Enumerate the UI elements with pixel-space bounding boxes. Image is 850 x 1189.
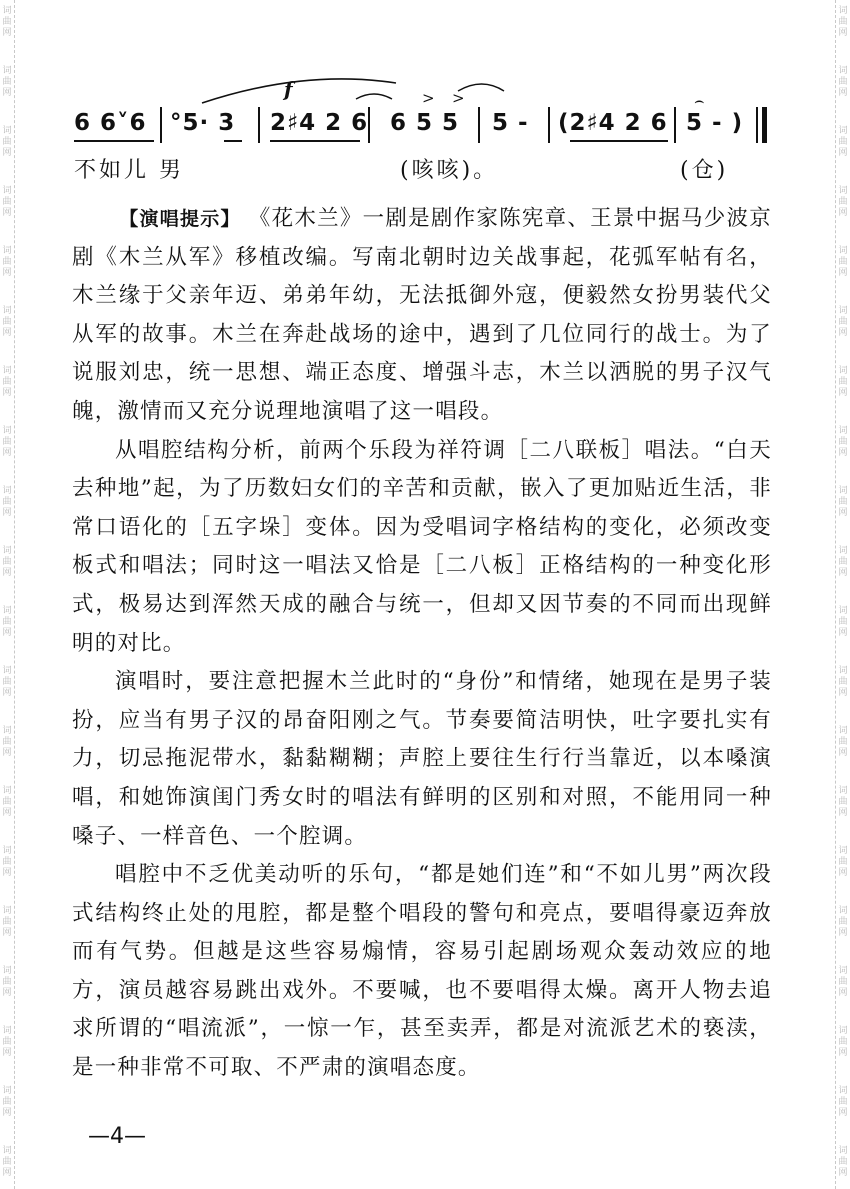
watermark-glyph: 曲 (2, 257, 12, 267)
watermark-glyph-group (836, 546, 850, 579)
watermark-glyph: 网 (838, 448, 848, 458)
watermark-glyph-group (836, 1026, 850, 1059)
watermark-glyph-group (0, 126, 14, 159)
watermark-glyph: 网 (2, 208, 12, 218)
watermark-glyph: 曲 (2, 977, 12, 987)
watermark-glyph: 曲 (838, 1037, 848, 1047)
watermark-glyph: 词 (838, 846, 848, 856)
measure-7: 5 - ) (686, 110, 744, 136)
final-barline (756, 107, 758, 143)
accent-mark-2: > (452, 89, 465, 107)
watermark-glyph: 网 (838, 868, 848, 878)
watermark-glyph: 网 (2, 328, 12, 338)
watermark-glyph: 网 (2, 448, 12, 458)
watermark-glyph: 网 (2, 268, 12, 278)
measure-1: 6 6˅6 (74, 110, 147, 136)
watermark-glyph: 曲 (2, 857, 12, 867)
watermark-glyph: 词 (838, 366, 848, 376)
watermark-glyph-group (0, 366, 14, 399)
watermark-glyph-group (836, 906, 850, 939)
watermark-glyph-group (836, 6, 850, 39)
watermark-glyph-group (0, 906, 14, 939)
watermark-glyph: 词 (838, 426, 848, 436)
watermark-glyph: 网 (838, 1108, 848, 1118)
watermark-glyph-group (0, 666, 14, 699)
watermark-glyph: 词 (2, 606, 12, 616)
watermark-glyph: 网 (838, 208, 848, 218)
watermark-glyph: 网 (838, 268, 848, 278)
watermark-glyph: 词 (838, 126, 848, 136)
watermark-glyph-group (836, 486, 850, 519)
watermark-glyph-group (0, 606, 14, 639)
watermark-glyph: 词 (838, 66, 848, 76)
dynamic-mark: f (284, 77, 293, 101)
watermark-glyph: 词 (2, 306, 12, 316)
watermark-glyph: 网 (838, 1168, 848, 1178)
watermark-glyph: 网 (838, 688, 848, 698)
watermark-glyph: 网 (2, 148, 12, 158)
watermark-glyph: 曲 (838, 1157, 848, 1167)
watermark-glyph-group (0, 66, 14, 99)
note-underline (74, 140, 154, 142)
watermark-glyph: 词 (838, 1146, 848, 1156)
watermark-glyph: 曲 (2, 617, 12, 627)
watermark-glyph-group (0, 306, 14, 339)
watermark-glyph: 词 (838, 1086, 848, 1096)
watermark-glyph: 网 (2, 1168, 12, 1178)
barline (478, 107, 480, 143)
watermark-glyph-group (0, 1146, 14, 1179)
watermark-glyph: 网 (2, 808, 12, 818)
watermark-glyph: 词 (2, 1146, 12, 1156)
section-tag: 【演唱提示】 (119, 208, 241, 230)
watermark-glyph: 网 (838, 568, 848, 578)
watermark-glyph: 曲 (2, 197, 12, 207)
watermark-glyph-group (836, 426, 850, 459)
watermark-glyph-group (836, 246, 850, 279)
paragraph-2: 从唱腔结构分析，前两个乐段为祥符调［二八联板］唱法。“白天去种地”起，为了历数妇女们的辛苦和贡献，嵌入了更加贴近生活，非常口语化的［五字垛］变体。因为受唱词字格结构的变化，必须改变板式和唱法；同时这一唱法又恰是［二八板］正格结构的一种变化形式，极易达到浑然天成的融合与统一，但却又因节奏的不同而出现鲜明的对比。 (72, 437, 772, 656)
watermark-glyph-group (0, 1026, 14, 1059)
watermark-glyph: 网 (838, 748, 848, 758)
final-barline-thick (762, 107, 767, 143)
fermata-mark: ⌢ (694, 91, 705, 110)
watermark-glyph: 曲 (838, 917, 848, 927)
page-number: —4— (88, 1124, 146, 1149)
watermark-glyph: 网 (2, 28, 12, 38)
watermark-glyph: 词 (2, 66, 12, 76)
watermark-glyph: 词 (2, 966, 12, 976)
watermark-glyph-group (0, 546, 14, 579)
lyrics-line-3: (仓) (680, 158, 729, 183)
watermark-glyph: 曲 (838, 137, 848, 147)
watermark-glyph: 网 (838, 508, 848, 518)
watermark-glyph: 词 (2, 1086, 12, 1096)
watermark-glyph: 曲 (2, 677, 12, 687)
watermark-glyph-group (0, 846, 14, 879)
paragraph-3: 演唱时，要注意把握木兰此时的“身份”和情绪，她现在是男子装扮，应当有男子汉的昂奋阳刚之气。节奏要简洁明快，吐字要扎实有力，切忌拖泥带水，黏黏糊糊；声腔上要往生行行当靠近，以本嗓演唱，和她饰演闺门秀女时的唱法有鲜明的区别和对照，不能用同一种嗓子、一样音色、一个腔调。 (72, 669, 772, 849)
watermark-glyph: 词 (838, 726, 848, 736)
watermark-glyph: 词 (838, 966, 848, 976)
watermark-glyph: 网 (838, 388, 848, 398)
watermark-glyph-group (836, 1146, 850, 1179)
slur-2 (356, 94, 392, 99)
jianpu-score (74, 75, 794, 185)
watermark-glyph: 曲 (2, 1157, 12, 1167)
watermark-glyph: 曲 (2, 137, 12, 147)
watermark-glyph: 曲 (2, 17, 12, 27)
watermark-glyph: 词 (2, 426, 12, 436)
watermark-glyph: 曲 (2, 77, 12, 87)
watermark-glyph: 曲 (2, 437, 12, 447)
watermark-glyph: 网 (2, 868, 12, 878)
watermark-glyph: 词 (2, 486, 12, 496)
watermark-glyph-group (836, 366, 850, 399)
watermark-glyph-group (836, 186, 850, 219)
watermark-glyph: 网 (2, 748, 12, 758)
watermark-glyph: 网 (2, 388, 12, 398)
slur-3 (458, 84, 504, 91)
paragraph-4: 唱腔中不乏优美动听的乐句，“都是她们连”和“不如儿男”两次段式结构终止处的甩腔，都是整个唱段的警句和亮点，要唱得豪迈奔放而有气势。但越是这些容易煽情，容易引起剧场观众轰动效应的地方，演员越容易跳出戏外。不要喊，也不要唱得太燥。离开人物去追求所谓的“唱流派”，一惊一乍，甚至卖弄，都是对流派艺术的亵渎，是一种非常不可取、不严肃的演唱态度。 (72, 862, 772, 1081)
watermark-glyph: 词 (838, 186, 848, 196)
long-slur (202, 79, 396, 103)
left-watermark-strip (0, 0, 15, 1189)
watermark-glyph: 曲 (838, 857, 848, 867)
measure-6: (2♯4 2 6 (558, 110, 668, 136)
watermark-glyph: 词 (838, 906, 848, 916)
watermark-glyph: 曲 (838, 377, 848, 387)
watermark-glyph: 曲 (2, 317, 12, 327)
watermark-glyph: 网 (2, 688, 12, 698)
watermark-glyph: 网 (838, 88, 848, 98)
watermark-glyph: 曲 (838, 497, 848, 507)
watermark-glyph: 网 (2, 928, 12, 938)
watermark-glyph: 网 (2, 628, 12, 638)
watermark-glyph: 词 (2, 6, 12, 16)
watermark-glyph: 词 (2, 366, 12, 376)
watermark-glyph-group (0, 186, 14, 219)
watermark-glyph: 曲 (838, 617, 848, 627)
watermark-glyph: 网 (2, 568, 12, 578)
note-underline (224, 140, 242, 142)
watermark-glyph: 曲 (2, 917, 12, 927)
watermark-glyph: 网 (2, 1048, 12, 1058)
watermark-glyph: 词 (2, 786, 12, 796)
watermark-glyph: 曲 (2, 1037, 12, 1047)
barline (258, 107, 260, 143)
accent-mark-1: > (422, 89, 435, 107)
watermark-glyph: 词 (838, 246, 848, 256)
watermark-glyph-group (836, 786, 850, 819)
watermark-glyph-group (836, 66, 850, 99)
lyrics-line-2: (咳咳)。 (400, 158, 499, 183)
watermark-glyph: 网 (838, 1048, 848, 1058)
watermark-glyph: 网 (838, 928, 848, 938)
watermark-glyph: 词 (2, 126, 12, 136)
watermark-glyph: 网 (838, 628, 848, 638)
watermark-glyph: 词 (2, 726, 12, 736)
watermark-glyph-group (0, 6, 14, 39)
barline (674, 107, 676, 143)
barline (160, 107, 162, 143)
watermark-glyph: 词 (838, 546, 848, 556)
watermark-glyph-group (0, 1086, 14, 1119)
watermark-glyph: 曲 (838, 677, 848, 687)
watermark-glyph-group (0, 966, 14, 999)
watermark-glyph: 曲 (2, 797, 12, 807)
measure-3: 2♯4 2 6 (270, 110, 369, 136)
paragraph-1 (72, 200, 772, 432)
watermark-glyph: 网 (2, 1108, 12, 1118)
right-watermark-strip (835, 0, 850, 1189)
watermark-glyph: 词 (2, 906, 12, 916)
watermark-glyph: 词 (2, 186, 12, 196)
watermark-glyph-group (0, 726, 14, 759)
watermark-glyph: 网 (838, 808, 848, 818)
watermark-glyph: 网 (2, 508, 12, 518)
watermark-glyph: 曲 (838, 197, 848, 207)
singing-notes-article (72, 200, 772, 1088)
watermark-glyph: 曲 (838, 977, 848, 987)
measure-2: °5· 3 (170, 110, 236, 136)
barline (368, 107, 370, 143)
watermark-glyph: 网 (838, 148, 848, 158)
watermark-glyph-group (0, 426, 14, 459)
watermark-glyph: 曲 (2, 377, 12, 387)
watermark-glyph: 曲 (2, 1097, 12, 1107)
watermark-glyph: 曲 (838, 557, 848, 567)
watermark-glyph: 词 (838, 486, 848, 496)
watermark-glyph: 曲 (838, 1097, 848, 1107)
watermark-glyph-group (0, 486, 14, 519)
watermark-glyph-group (0, 246, 14, 279)
note-underline (270, 140, 360, 142)
watermark-glyph: 曲 (838, 17, 848, 27)
watermark-glyph: 词 (2, 666, 12, 676)
watermark-glyph-group (836, 606, 850, 639)
watermark-glyph: 词 (838, 606, 848, 616)
watermark-glyph-group (836, 846, 850, 879)
watermark-glyph: 词 (2, 1026, 12, 1036)
watermark-glyph-group (836, 726, 850, 759)
watermark-glyph: 词 (838, 6, 848, 16)
watermark-glyph: 网 (838, 28, 848, 38)
watermark-glyph: 网 (2, 988, 12, 998)
watermark-glyph-group (0, 786, 14, 819)
watermark-glyph: 曲 (838, 257, 848, 267)
watermark-glyph: 词 (838, 1026, 848, 1036)
watermark-glyph-group (836, 1086, 850, 1119)
watermark-glyph: 词 (2, 846, 12, 856)
note-underline (570, 140, 668, 142)
lyrics-line-1: 不如儿 男 (74, 158, 184, 183)
watermark-glyph: 网 (838, 988, 848, 998)
watermark-glyph: 网 (2, 88, 12, 98)
watermark-glyph: 词 (2, 246, 12, 256)
watermark-glyph-group (836, 666, 850, 699)
watermark-glyph: 词 (838, 306, 848, 316)
watermark-glyph-group (836, 306, 850, 339)
watermark-glyph: 曲 (838, 77, 848, 87)
watermark-glyph-group (836, 126, 850, 159)
measure-5: 5 - (492, 110, 529, 136)
watermark-glyph: 曲 (838, 317, 848, 327)
watermark-glyph: 网 (838, 328, 848, 338)
paragraph-1-text: 《花木兰》一剧是剧作家陈宪章、王景中据马少波京剧《木兰从军》移植改编。写南北朝时边关战事起，花弧军帖有名，木兰缘于父亲年迈、弟弟年幼，无法抵御外寇，便毅然女扮男装代父从军的故事。木兰在奔赴战场的途中，遇到了几位同行的战士。为了说服刘忠，统一思想、端正态度、增强斗志，木兰以洒脱的男子汉气魄，激情而又充分说理地演唱了这一唱段。 (72, 206, 772, 424)
watermark-glyph: 曲 (2, 497, 12, 507)
watermark-glyph: 曲 (838, 797, 848, 807)
watermark-glyph: 词 (838, 786, 848, 796)
watermark-glyph: 曲 (2, 737, 12, 747)
watermark-glyph: 曲 (2, 557, 12, 567)
barline (548, 107, 550, 143)
watermark-glyph: 词 (2, 546, 12, 556)
watermark-glyph: 曲 (838, 737, 848, 747)
watermark-glyph: 曲 (838, 437, 848, 447)
measure-4: 6 5 5 (390, 110, 460, 136)
watermark-glyph: 词 (838, 666, 848, 676)
watermark-glyph-group (836, 966, 850, 999)
